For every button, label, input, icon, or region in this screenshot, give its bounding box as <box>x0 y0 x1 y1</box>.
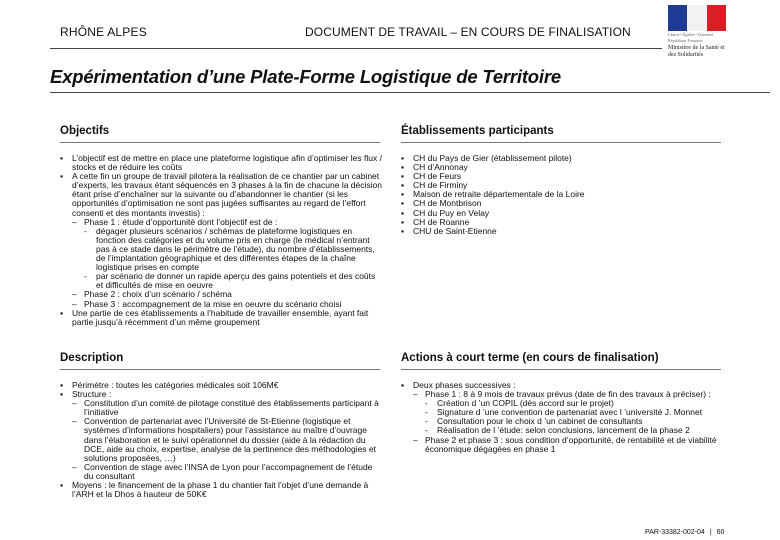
description-item <box>60 463 380 481</box>
etablissements-item-text: CH d’Annonay <box>413 162 468 173</box>
bullet-icon: ▪ <box>60 380 64 390</box>
description-item-text: Convention de partenariat avec l’Université de St-Etienne (logistique et systèmes d’informations hospitaliers) pour l’assistance au maître d’ouvrage dans l’élaboration et le suivi opérationnel du dossier (aide à la rédaction du DCE, aide au choix, expertise, analyse de la pertinence des méthodologies et solutions proposées, …) <box>84 416 377 463</box>
etablissements-item-text: CH de Roanne <box>413 216 470 227</box>
etablissements-item-text: CH de Feurs <box>413 171 462 182</box>
description-item <box>60 481 380 499</box>
bullet-icon: ▪ <box>401 380 405 390</box>
bullet-icon: – <box>72 216 77 227</box>
description-item-text: Constitution d’un comité de pilotage constitué des établissements participant à l’initiative <box>84 398 379 418</box>
bullet-icon: – <box>413 389 418 400</box>
etablissements-item-text: CHU de Saint-Etienne <box>413 225 497 236</box>
objectifs-item <box>60 309 382 327</box>
etablissements-item-text: CH de Firminy <box>413 180 468 191</box>
objectifs-item-text: dégager plusieurs scénarios / schémas de plateforme logistiques en fonction des catégories et du volume pris en charge (le médical n’entrant pas à ce stade dans le périmètre de l’étude), du nombre d’établissements, de l’implantation géographique et des différentes étapes de la chaîne logistique prises en compte <box>96 225 375 273</box>
ministry-logo <box>668 5 728 63</box>
ministry-name: Ministère de la Santé et des Solidarités <box>668 45 725 58</box>
etablissements-item-text: CH du Pays de Gier (établissement pilote) <box>413 153 572 163</box>
logo-motto: Liberté • Égalité • Fraternité <box>668 32 714 37</box>
objectifs-item-text: par scénario de donner un rapide aperçu des gains potentiels et des coûts et difficultés de mise en oeuvre <box>96 271 376 291</box>
bullet-icon: ▪ <box>401 153 405 163</box>
bullet-icon: - <box>84 271 87 282</box>
bullet-icon: – <box>72 398 77 409</box>
description-item <box>60 399 380 417</box>
etablissements-item-text: Maison de retraite départementale de la Loire <box>413 189 585 200</box>
objectifs-heading: Objectifs <box>60 125 110 137</box>
bullet-icon: ▪ <box>401 189 405 200</box>
actions-item-text: Phase 1 : 8 à 9 mois de travaux prévus (date de fin des travaux à préciser) : <box>425 389 711 400</box>
etablissements-divider <box>401 142 721 143</box>
bullet-icon: – <box>72 416 77 427</box>
objectifs-item-text: A cette fin un groupe de travail pilotera la réalisation de ce chantier par un cabinet d’experts, les travaux étant séquencés en 3 phases à la fin de chacune la décision étant prise d’enchaîner sur la suivante ou d’abandonner le chantier (si les opportunités d’optimisation ne sont pas jugées suffisantes au regard de l’effort consenti et des montants investis) : <box>72 171 382 218</box>
actions-item-text: Réalisation de l ’étude: selon conclusions, lancement de la phase 2 <box>437 425 690 436</box>
bullet-icon: ▪ <box>60 389 64 400</box>
actions-item-text: Consultation pour le choix d ’un cabinet de consultants <box>437 416 643 427</box>
etablissements-heading: Établissements participants <box>401 125 554 137</box>
bullet-icon: - <box>425 407 428 418</box>
bullet-icon: – <box>72 289 77 300</box>
bullet-icon: ▪ <box>401 225 405 236</box>
bullet-icon: - <box>425 416 428 427</box>
actions-item-text: Signature d ’une convention de partenariat avec l ’université J. Monnet <box>437 407 703 418</box>
objectifs-item-text: L’objectif est de mettre en place une plateforme logistique afin d’optimiser les flux / stocks et de réduire les coûts <box>72 153 382 173</box>
actions-item <box>401 436 723 454</box>
bullet-icon: ▪ <box>401 171 405 182</box>
bullet-icon: - <box>425 398 428 409</box>
description-item-text: Convention de stage avec l’INSA de Lyon pour l’accompagnement de l’étude du consultant <box>84 461 373 481</box>
document-reference: PAR-33382-002-04 <box>645 529 705 536</box>
objectifs-item <box>60 227 382 272</box>
objectifs-item-text: Phase 1 : étude d’opportunité dont l’objectif est de : <box>84 216 278 227</box>
bullet-icon: - <box>84 225 87 236</box>
objectifs-divider <box>60 142 380 143</box>
objectifs-item <box>60 272 382 290</box>
description-heading: Description <box>60 352 124 364</box>
footer-separator: | <box>709 529 712 536</box>
actions-heading: Actions à court terme (en cours de finalisation) <box>401 352 659 364</box>
page-number: 60 <box>716 529 725 536</box>
bullet-icon: – <box>72 298 77 309</box>
bullet-icon: ▪ <box>401 180 405 191</box>
bullet-icon: ▪ <box>401 198 405 209</box>
bullet-icon: – <box>72 461 77 472</box>
objectifs-item-text: Phase 3 : accompagnement de la mise en oeuvre du scénario choisi <box>84 298 342 309</box>
objectifs-item <box>60 172 382 217</box>
bullet-icon: ▪ <box>401 162 405 173</box>
actions-item-text: Phase 2 et phase 3 : sous condition d’opportunité, de rentabilité et de viabilité économique dégagées en phase 1 <box>425 434 717 454</box>
bullet-icon: ▪ <box>60 480 64 491</box>
bullet-icon: ▪ <box>401 207 405 218</box>
logo-subtitle: République Française <box>668 38 703 43</box>
page-footer <box>645 529 724 536</box>
etablissements-list <box>401 154 721 236</box>
bullet-icon: – <box>413 434 418 445</box>
description-item-text: Structure : <box>72 389 112 400</box>
description-item <box>60 417 380 462</box>
actions-item-text: Deux phases successives : <box>413 380 516 390</box>
bullet-icon: ▪ <box>60 153 64 163</box>
actions-divider <box>401 369 721 370</box>
objectifs-item-text: Phase 2 : choix d’un scénario / schéma <box>84 289 232 300</box>
bullet-icon: ▪ <box>60 307 64 318</box>
objectifs-item-text: Une partie de ces établissements a l’habitude de travailler ensemble, ayant fait partie jusqu’à récemment d’un même groupement <box>72 307 369 327</box>
region-label: RHÔNE ALPES <box>60 25 147 39</box>
description-list <box>60 381 380 499</box>
header-divider <box>50 48 662 49</box>
description-divider <box>60 369 380 370</box>
objectifs-item <box>60 154 382 172</box>
etablissements-item <box>401 227 721 236</box>
title-divider <box>50 92 770 93</box>
bullet-icon: ▪ <box>401 216 405 227</box>
etablissements-item-text: CH de Montbrison <box>413 198 482 209</box>
document-status: DOCUMENT DE TRAVAIL – EN COURS DE FINALISATION <box>305 25 631 39</box>
actions-item-text: Création d ’un COPIL (dès accord sur le projet) <box>437 398 614 409</box>
description-item-text: Moyens : le financement de la phase 1 du chantier fait l’objet d’une demande à l’ARH et la Dhos à hauteur de 50K€ <box>72 480 369 500</box>
description-item-text: Périmètre : toutes les catégories médicales soit 106M€ <box>72 380 279 390</box>
bullet-icon: - <box>425 425 428 436</box>
bullet-icon: ▪ <box>60 171 64 182</box>
objectifs-list <box>60 154 382 327</box>
page-title: Expérimentation d’une Plate-Forme Logistique de Territoire <box>50 66 561 87</box>
marianne-flag-icon <box>668 5 726 31</box>
actions-list <box>401 381 723 454</box>
etablissements-item-text: CH du Puy en Velay <box>413 207 490 218</box>
